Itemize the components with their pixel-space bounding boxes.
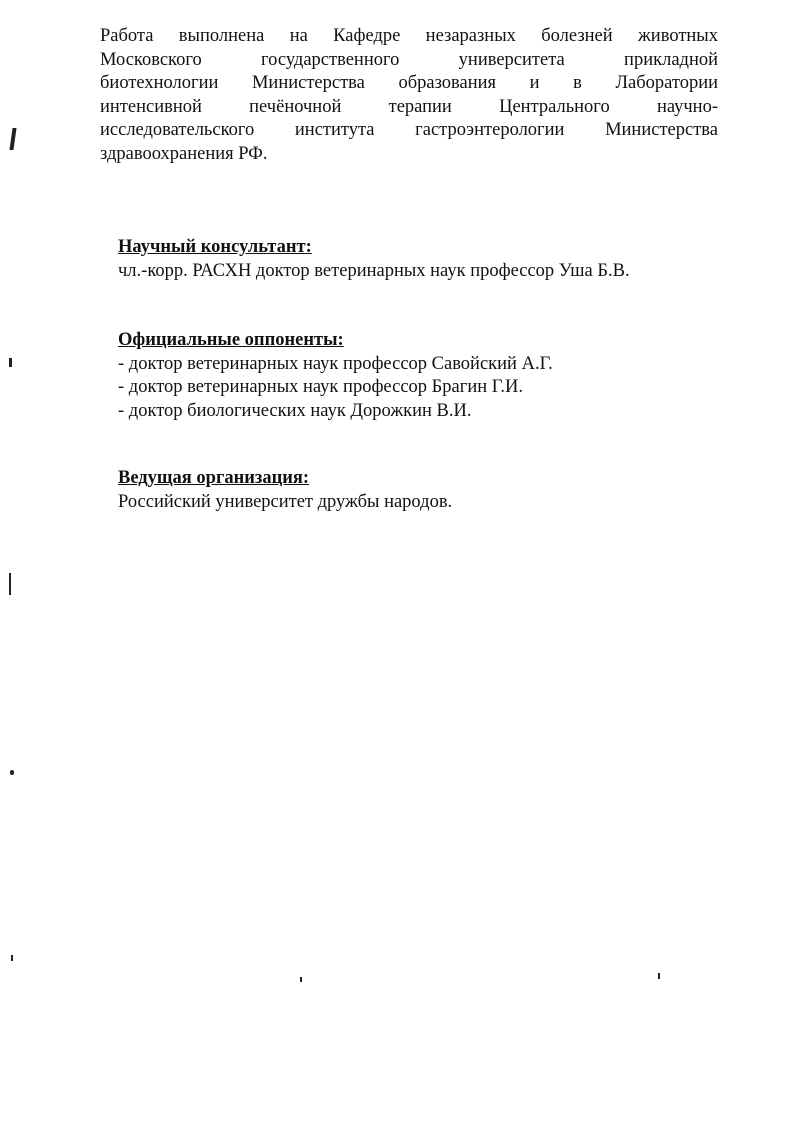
- intro-paragraph: [100, 25, 718, 167]
- intro-line: Работа выполнена на Кафедре незаразных болезней животных: [100, 26, 718, 46]
- opponents-heading: Официальные оппоненты:: [118, 330, 344, 350]
- scan-mark: [9, 128, 16, 150]
- consultant-name: чл.-корр. РАСХН доктор ветеринарных наук профессор Уша Б.В.: [118, 260, 630, 281]
- opponent-item: - доктор биологических наук Дорожкин В.И.: [118, 400, 472, 421]
- intro-line: Московского государственного университета прикладной: [100, 49, 718, 70]
- organization-heading: Ведущая организация:: [118, 468, 310, 488]
- consultant-section: [118, 236, 738, 283]
- scan-mark: [9, 358, 12, 367]
- scan-mark: [10, 770, 14, 775]
- consultant-heading: Научный консультант:: [118, 237, 312, 257]
- scan-mark: [300, 977, 302, 982]
- intro-line: исследовательского института гастроэнтерологии Министерства: [100, 120, 718, 141]
- opponent-item: - доктор ветеринарных наук профессор Брагин Г.И.: [118, 377, 523, 397]
- intro-line: биотехнологии Министерства образования и в Лаборатории: [100, 73, 718, 94]
- opponent-item: - доктор ветеринарных наук профессор Савойский А.Г.: [118, 353, 553, 374]
- scan-mark: [11, 955, 13, 961]
- intro-line: интенсивной печёночной терапии Центрального научно-: [100, 96, 718, 117]
- scan-mark: [9, 573, 11, 595]
- opponents-section: [118, 329, 738, 423]
- scan-mark: [658, 973, 660, 979]
- organization-section: [118, 467, 738, 514]
- intro-line: здравоохранения РФ.: [100, 143, 268, 164]
- organization-name: Российский университет дружбы народов.: [118, 491, 453, 512]
